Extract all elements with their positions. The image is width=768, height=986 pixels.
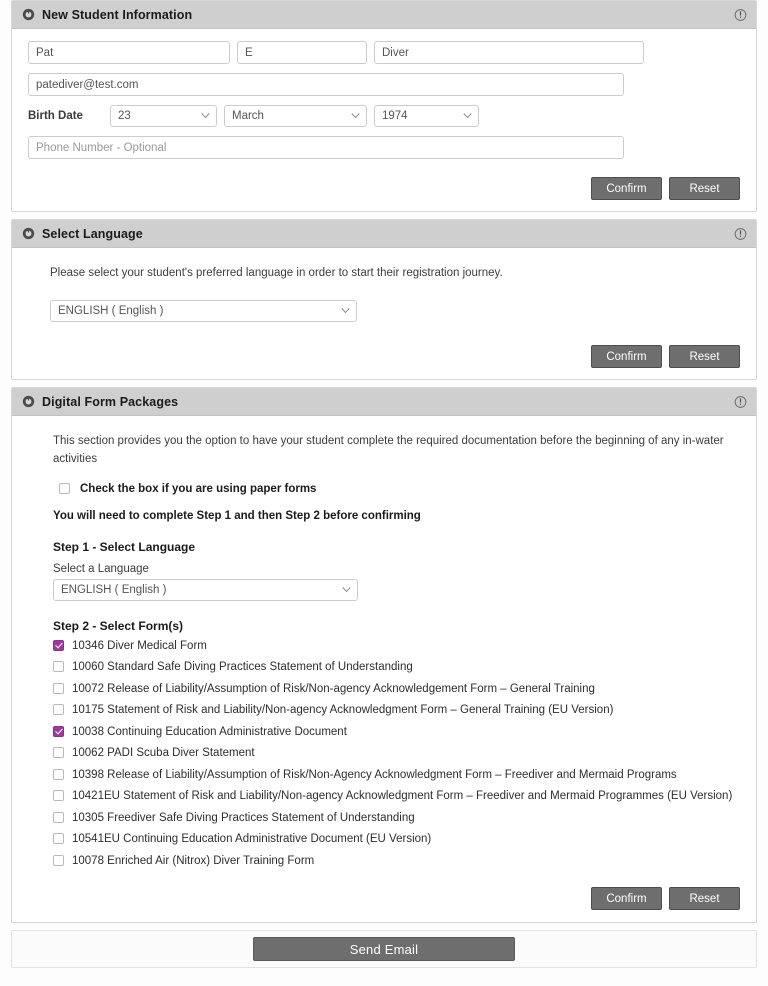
select-language-body bbox=[12, 248, 756, 322]
form-list-item bbox=[53, 639, 740, 655]
form-checkbox[interactable] bbox=[53, 769, 64, 780]
panel-title: Digital Form Packages bbox=[42, 394, 179, 409]
student-info-reset-button[interactable]: Reset bbox=[669, 177, 740, 200]
form-checkbox[interactable] bbox=[53, 661, 64, 672]
form-label: 10305 Freediver Safe Diving Practices Statement of Understanding bbox=[72, 811, 415, 824]
digital-forms-confirm-button[interactable]: Confirm bbox=[591, 887, 662, 910]
digital-form-packages-body bbox=[12, 416, 756, 869]
form-label: 10421EU Statement of Risk and Liability/Non-agency Acknowledgment Form – Freediver and Mermaid Programmes (EU Version) bbox=[72, 790, 733, 803]
last-name-input[interactable] bbox=[374, 41, 644, 64]
power-circle-icon bbox=[22, 8, 35, 21]
form-checkbox[interactable] bbox=[53, 726, 64, 737]
power-circle-icon bbox=[22, 227, 35, 240]
send-email-bar bbox=[11, 930, 757, 968]
step1-sub-label: Select a Language bbox=[53, 562, 149, 575]
middle-initial-input[interactable] bbox=[237, 41, 367, 64]
form-checkbox[interactable] bbox=[53, 683, 64, 694]
student-info-confirm-button[interactable]: Confirm bbox=[591, 177, 662, 200]
form-label: 10038 Continuing Education Administrative Document bbox=[72, 725, 347, 738]
select-language-confirm-button[interactable]: Confirm bbox=[591, 345, 662, 368]
paper-forms-checkbox[interactable] bbox=[59, 483, 70, 494]
new-student-information-body bbox=[12, 29, 756, 159]
info-circle-icon[interactable] bbox=[734, 395, 747, 408]
select-language-button-row bbox=[12, 322, 756, 379]
birth-month-wrap bbox=[224, 105, 367, 127]
birth-year-select[interactable] bbox=[374, 105, 479, 127]
phone-row bbox=[28, 136, 740, 159]
birth-date-label: Birth Date bbox=[28, 110, 83, 122]
email-input[interactable] bbox=[28, 73, 624, 96]
form-list-item bbox=[53, 660, 740, 676]
digital-forms-reset-button[interactable]: Reset bbox=[669, 887, 740, 910]
preferred-language-wrap bbox=[50, 300, 357, 322]
form-checkbox[interactable] bbox=[53, 704, 64, 715]
digital-forms-button-row bbox=[12, 875, 756, 922]
form-label: 10175 Statement of Risk and Liability/Non-agency Acknowledgment Form – General Training (EU Version) bbox=[72, 704, 614, 717]
form-list-item bbox=[53, 789, 740, 805]
select-language-panel bbox=[11, 219, 757, 380]
birth-date-row bbox=[28, 105, 740, 127]
preferred-language-select[interactable] bbox=[50, 300, 357, 322]
form-list-item bbox=[53, 854, 740, 870]
send-email-button[interactable]: Send Email bbox=[253, 937, 515, 961]
form-label: 10062 PADI Scuba Diver Statement bbox=[72, 747, 255, 760]
form-checkbox[interactable] bbox=[53, 833, 64, 844]
form-list-item bbox=[53, 746, 740, 762]
birth-day-select[interactable] bbox=[110, 105, 217, 127]
power-circle-icon bbox=[22, 395, 35, 408]
step1-language-wrap bbox=[53, 579, 358, 601]
form-checkbox[interactable] bbox=[53, 812, 64, 823]
form-list-item bbox=[53, 682, 740, 698]
form-list-item bbox=[53, 811, 740, 827]
paper-forms-row bbox=[59, 483, 740, 495]
form-label: 10541EU Continuing Education Administrative Document (EU Version) bbox=[72, 833, 432, 846]
panel-title: New Student Information bbox=[42, 7, 193, 22]
form-checkbox[interactable] bbox=[53, 790, 64, 801]
step1-language-select[interactable] bbox=[53, 579, 358, 601]
info-circle-icon[interactable] bbox=[734, 8, 747, 21]
digital-form-packages-panel bbox=[11, 387, 757, 923]
new-student-information-panel bbox=[11, 0, 757, 212]
birth-year-wrap bbox=[374, 105, 479, 127]
form-list-item bbox=[53, 832, 740, 848]
form-checkbox-list bbox=[53, 639, 740, 870]
email-row bbox=[28, 73, 740, 96]
form-label: 10060 Standard Safe Diving Practices Statement of Understanding bbox=[72, 661, 413, 674]
step2-heading: Step 2 - Select Form(s) bbox=[53, 618, 184, 633]
steps-instruction: You will need to complete Step 1 and then Step 2 before confirming bbox=[53, 509, 421, 522]
form-list-item bbox=[53, 703, 740, 719]
select-language-header[interactable] bbox=[12, 220, 756, 248]
form-list-item bbox=[53, 768, 740, 784]
form-label: 10078 Enriched Air (Nitrox) Diver Training Form bbox=[72, 854, 315, 867]
select-language-description: Please select your student's preferred language in order to start their registration journey. bbox=[50, 267, 503, 279]
step1-heading: Step 1 - Select Language bbox=[53, 539, 196, 554]
form-checkbox[interactable] bbox=[53, 747, 64, 758]
panel-title: Select Language bbox=[42, 226, 143, 241]
student-info-button-row bbox=[12, 168, 756, 211]
form-label: 10346 Diver Medical Form bbox=[72, 639, 207, 652]
new-student-information-header[interactable] bbox=[12, 1, 756, 29]
name-row bbox=[28, 41, 740, 64]
form-label: 10398 Release of Liability/Assumption of Risk/Non-Agency Acknowledgment Form – Freediver and Mermaid Programs bbox=[72, 768, 677, 781]
form-label: 10072 Release of Liability/Assumption of Risk/Non-agency Acknowledgement Form – General Training bbox=[72, 682, 595, 695]
info-circle-icon[interactable] bbox=[734, 227, 747, 240]
phone-input[interactable] bbox=[28, 136, 624, 159]
form-checkbox[interactable] bbox=[53, 855, 64, 866]
form-checkbox[interactable] bbox=[53, 640, 64, 651]
first-name-input[interactable] bbox=[28, 41, 230, 64]
form-list-item bbox=[53, 725, 740, 741]
digital-forms-intro: This section provides you the option to have your student complete the required documentation before the beginning of any in-water activities bbox=[53, 435, 724, 465]
digital-form-packages-header[interactable] bbox=[12, 388, 756, 416]
birth-day-wrap bbox=[110, 105, 217, 127]
select-language-reset-button[interactable]: Reset bbox=[669, 345, 740, 368]
birth-month-select[interactable] bbox=[224, 105, 367, 127]
paper-forms-label: Check the box if you are using paper forms bbox=[80, 482, 317, 495]
